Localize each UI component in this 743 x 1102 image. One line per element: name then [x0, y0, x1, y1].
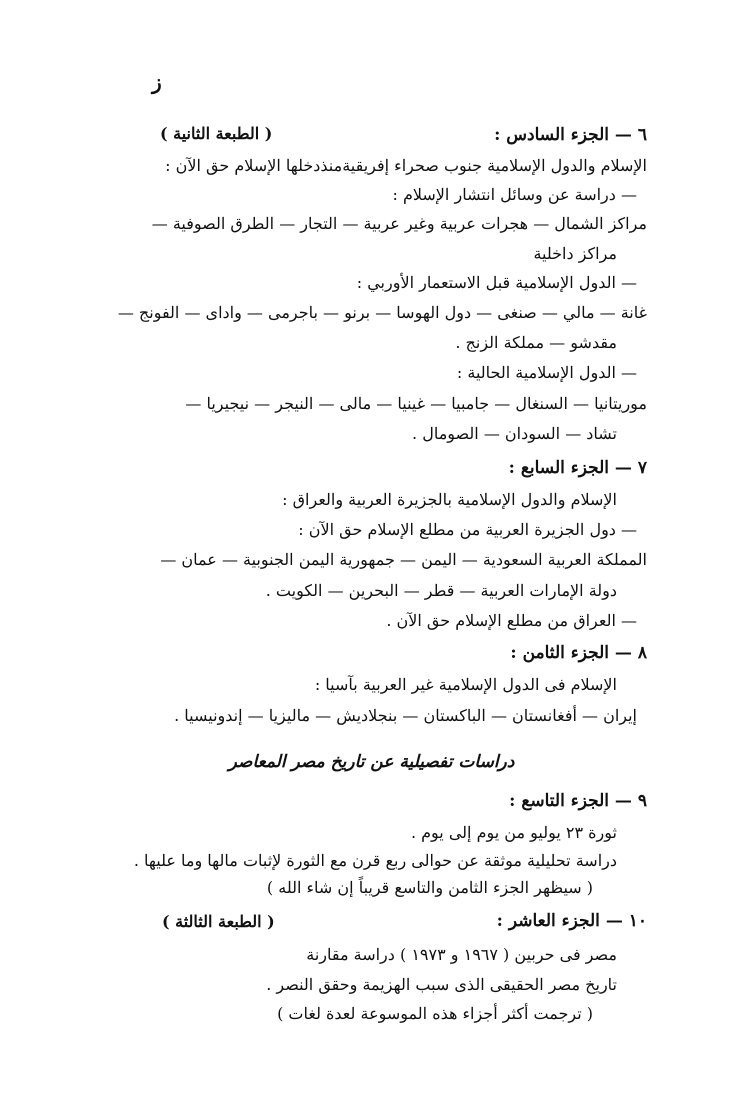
section-10-line-3: ( ترجمت أكثر أجزاء هذه الموسوعة لعدة لغات ) — [277, 1004, 593, 1023]
section-7-title: ٧ — الجزء السابع : — [508, 458, 647, 478]
section-6-line-6: غانة — مالي — صنغى — دول الهوسا — برنو — باجرمى — واداى — الفونج — — [117, 303, 647, 322]
section-10-title: ١٠ — الجزء العاشر : — [496, 911, 647, 931]
section-6-line-3: مراكز الشمال — هجرات عربية وغير عربية — التجار — الطرق الصوفية — — [151, 214, 647, 233]
section-7-line-2: — دول الجزيرة العربية من مطلع الإسلام حق الآن : — [298, 520, 637, 539]
section-6-line-1: الإسلام والدول الإسلامية جنوب صحراء إفريقيةمنذدخلها الإسلام حق الآن : — [165, 156, 647, 175]
section-6-title: ٦ — الجزء السادس : — [494, 125, 647, 145]
section-6-line-9: موريتانيا — السنغال — جامبيا — غينيا — مالى — النيجر — نيجيريا — — [185, 394, 647, 413]
section-6-line-4: مراكز داخلية — [533, 244, 617, 263]
section-9-line-2: دراسة تحليلية موثقة عن حوالى ربع قرن مع الثورة لإثبات مالها وما عليها . — [133, 851, 617, 870]
section-6-line-2: — دراسة عن وسائل انتشار الإسلام : — [392, 185, 637, 204]
section-9-line-3: ( سيظهر الجزء الثامن والتاسع قريباً إن شاء الله ) — [266, 878, 593, 897]
section-6-line-10: تشاد — السودان — الصومال . — [412, 424, 617, 443]
section-6-edition: ( الطبعة الثانية ) — [160, 124, 273, 143]
section-7-line-3: المملكة العربية السعودية — اليمن — جمهورية اليمن الجنوبية — عمان — — [160, 550, 647, 569]
section-7-line-4: دولة الإمارات العربية — قطر — البحرين — الكويت . — [265, 581, 617, 600]
section-8-title: ٨ — الجزء الثامن : — [510, 643, 647, 663]
section-8-line-1: الإسلام فى الدول الإسلامية غير العربية بآسيا : — [314, 675, 617, 694]
section-9-line-1: ثورة ٢٣ يوليو من يوم إلى يوم . — [410, 823, 617, 842]
page-letter: ز — [152, 70, 162, 94]
section-7-line-5: — العراق من مطلع الإسلام حق الآن . — [386, 611, 637, 630]
section-10-line-2: تاريخ مصر الحقيقى الذى سبب الهزيمة وحقق النصر . — [266, 975, 617, 994]
section-6-line-5: — الدول الإسلامية قبل الاستعمار الأوربي : — [356, 273, 637, 292]
section-8-line-2: إيران — أفغانستان — الباكستان — بنجلاديش — ماليزيا — إندونيسيا . — [174, 706, 637, 725]
section-10-edition: ( الطبعة الثالثة ) — [162, 912, 275, 931]
section-6-line-8: — الدول الإسلامية الحالية : — [456, 363, 637, 382]
section-10-line-1: مصر فى حربين ( ١٩٦٧ و ١٩٧٣ ) دراسة مقارنة — [306, 945, 617, 964]
middle-heading: دراسات تفصيلية عن تاريخ مصر المعاصر — [228, 752, 515, 772]
section-7-line-1: الإسلام والدول الإسلامية بالجزيرة العربية والعراق : — [282, 490, 617, 509]
section-9-title: ٩ — الجزء التاسع : — [509, 791, 647, 811]
section-6-line-7: مقدشو — مملكة الزنج . — [455, 333, 617, 352]
